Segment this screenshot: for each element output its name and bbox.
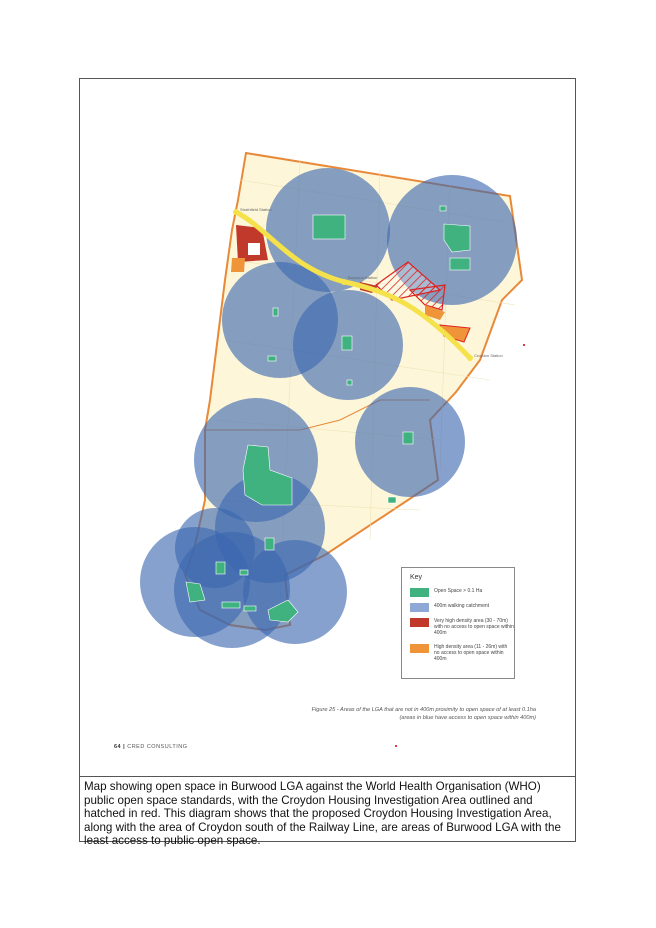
page-number: 64 | bbox=[114, 744, 126, 750]
legend-swatch bbox=[410, 618, 429, 627]
legend-item-very-high-density bbox=[410, 618, 514, 636]
figure-caption-line-2: (areas in blue have access to open space within 400m) bbox=[399, 715, 536, 721]
catchment-circle bbox=[175, 508, 255, 588]
strathfield-station-label: Strathfield Station bbox=[240, 207, 272, 212]
burwood-station-marker bbox=[341, 279, 347, 285]
legend-swatch bbox=[410, 603, 429, 612]
legend-swatch bbox=[410, 644, 429, 653]
description-divider bbox=[79, 776, 576, 777]
legend-label: Very high density area (30 - 70m) with no access to open space within 400m bbox=[434, 618, 514, 636]
legend-label: Open Space > 0.1 Ha bbox=[434, 588, 483, 594]
legend-label: 400m walking catchment bbox=[434, 603, 490, 609]
marker-dot bbox=[395, 745, 397, 747]
croydon-station-label: Croydon Station bbox=[474, 353, 503, 358]
croydon-station-marker bbox=[467, 355, 473, 361]
publisher-name: CRED CONSULTING bbox=[127, 744, 188, 750]
legend-item-catchment bbox=[410, 603, 514, 612]
map-legend bbox=[401, 567, 515, 679]
legend-label: High density area (11 - 26m) with no access to open space within 400m bbox=[434, 644, 508, 662]
burwood-station-label: Burwood Station bbox=[348, 275, 378, 280]
strathfield-station-marker bbox=[233, 209, 239, 215]
page-footer bbox=[114, 744, 187, 750]
map-description: Map showing open space in Burwood LGA against the World Health Organisation (WHO) public open space standards, with the Croydon Housing Investigation Area outlined and hatched in red. This diagram shows that the proposed Croydon Housing Investigation Area, along with the area of Croydon south of the Railway Line, are areas of Burwood LGA with the least access to public open space. bbox=[84, 780, 561, 848]
marker-dot bbox=[523, 344, 525, 346]
legend-item-high-density bbox=[410, 644, 514, 662]
legend-swatch bbox=[410, 588, 429, 597]
legend-title: Key bbox=[410, 574, 423, 581]
legend-item-open-space bbox=[410, 588, 514, 597]
figure-caption-line-1: Figure 25 - Areas of the LGA that are not in 400m proximity to open space of at least 0.1ha bbox=[311, 707, 536, 713]
figure-caption bbox=[274, 706, 536, 722]
catchment-circle bbox=[243, 540, 347, 644]
